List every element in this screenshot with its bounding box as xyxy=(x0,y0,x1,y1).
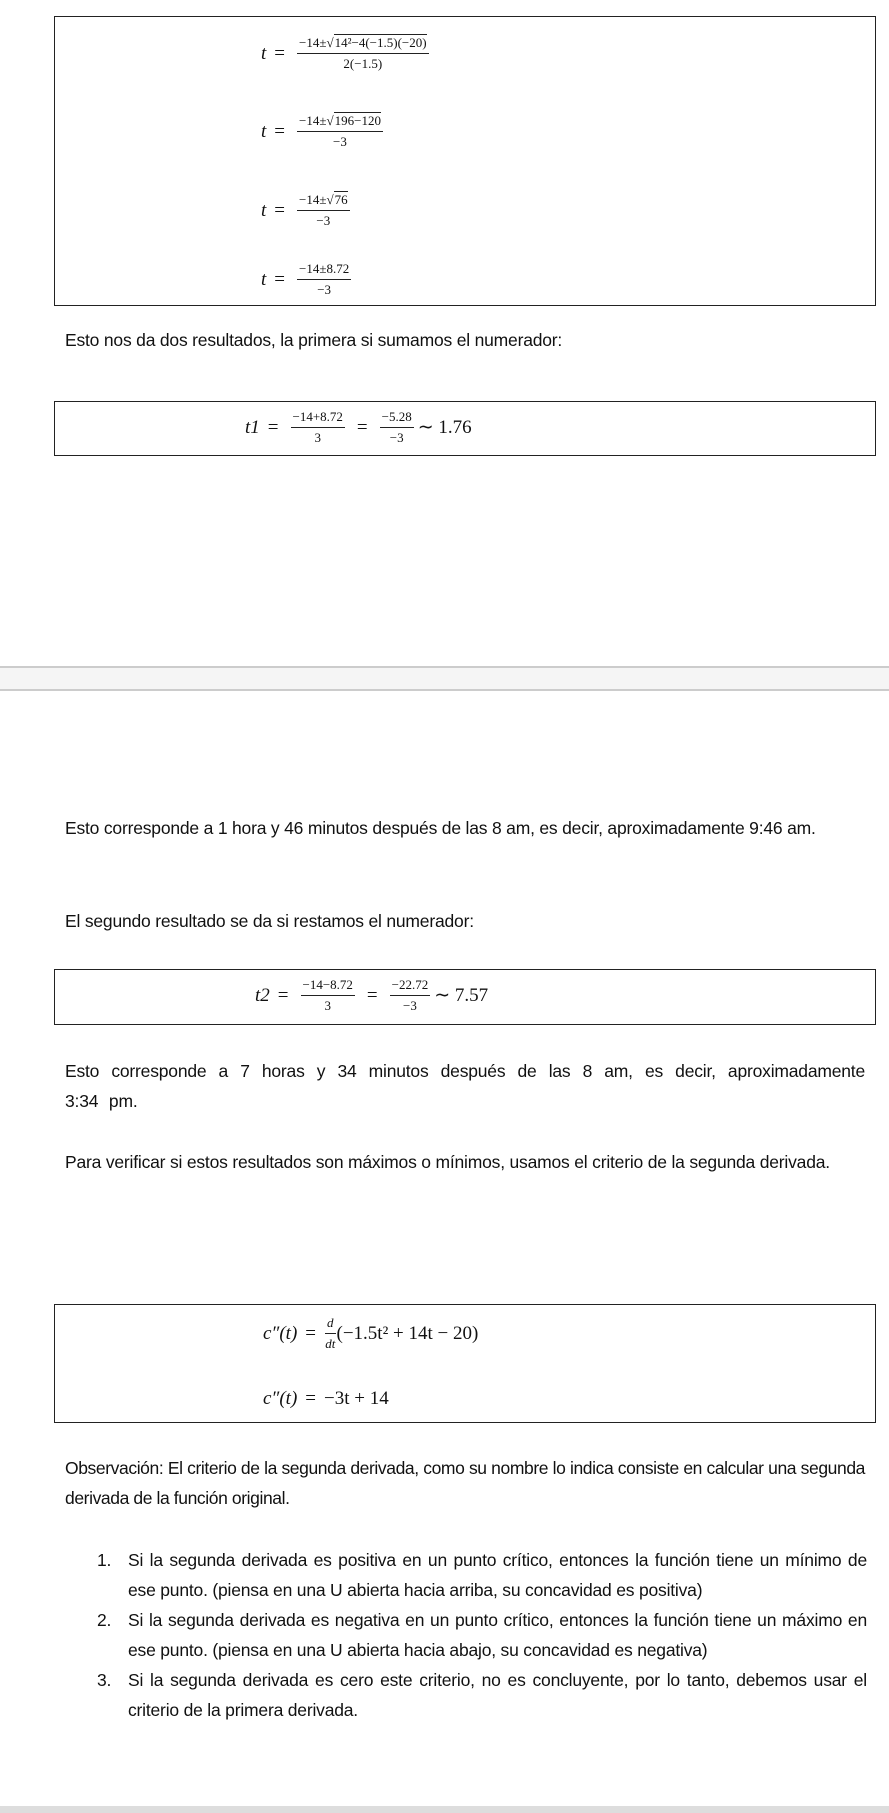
radicand: 196−120 xyxy=(334,113,381,128)
paragraph-verify: Para verificar si estos resultados son máximos o mínimos, usamos el criterio de la segunda derivada. xyxy=(65,1152,830,1172)
list-text: Si la segunda derivada es positiva en un punto crítico, entonces la función tiene un mínimo de ese punto. (piensa en una U abierta hacia arriba, su concavidad es positiva) xyxy=(128,1550,867,1600)
lhs: t xyxy=(261,42,267,64)
paragraph-second-result: El segundo resultado se da si restamos el numerador: xyxy=(65,911,474,931)
lhs: t xyxy=(261,199,267,221)
t2-formula-box xyxy=(54,969,876,1025)
formula-line-4: t = $\frac{-14\pm 8.72}{-3}$ xyxy=(261,261,350,297)
list-item xyxy=(65,1665,867,1725)
criteria-list xyxy=(65,1545,867,1725)
list-text: Si la segunda derivada es negativa en un punto crítico, entonces la función tiene un máximo en ese punto. (piensa en una U abierta hacia abajo, su concavidad es negativa) xyxy=(128,1610,867,1660)
paragraph-t1-time: Esto corresponde a 1 hora y 46 minutos después de las 8 am, es decir, aproximadamente 9:46 am. xyxy=(65,818,816,838)
second-derivative-box xyxy=(54,1304,876,1423)
list-number: 1. xyxy=(97,1550,112,1570)
lhs: c″(t) xyxy=(263,1322,298,1344)
numerator: −14−8.72 xyxy=(301,977,355,996)
denominator: −3 xyxy=(317,282,332,297)
approx-value: ∼ 1.76 xyxy=(417,417,472,438)
numerator: −14+8.72 xyxy=(291,409,345,428)
denominator: 2(−1.5) xyxy=(343,56,383,71)
denominator: 3 xyxy=(314,430,321,445)
approx-value: ∼ 7.57 xyxy=(434,985,489,1006)
list-text: Si la segunda derivada es cero este criterio, no es concluyente, por lo tanto, debemos usar el criterio de la primera derivada. xyxy=(128,1670,867,1720)
page-bottom-edge xyxy=(0,1806,889,1813)
denominator: −3 xyxy=(333,134,347,149)
quadratic-formula-box xyxy=(54,16,876,306)
t2-formula: t2 = $\frac{-14-8.72}{3}$ = $\frac{-22.72}{-3}$ ∼ 7.57 xyxy=(255,977,489,1013)
lhs: t1 xyxy=(245,416,260,438)
page-break xyxy=(0,666,889,691)
lhs: t xyxy=(261,120,267,142)
numerator: −14±√ xyxy=(299,192,334,207)
paragraph-two-results: Esto nos da dos resultados, la primera si sumamos el numerador: xyxy=(65,330,563,350)
d-denominator: dt xyxy=(325,1336,336,1351)
numerator: −22.72 xyxy=(390,977,431,996)
rhs: (−1.5t² + 14t − 20) xyxy=(336,1322,479,1344)
list-number: 2. xyxy=(97,1610,112,1630)
denominator: 3 xyxy=(324,998,331,1013)
paragraph-observation: Observación: El criterio de la segunda derivada, como su nombre lo indica consiste en calcular una segunda derivada de la función original. xyxy=(65,1458,865,1508)
numerator: −14±8.72 xyxy=(297,261,351,280)
numerator: −14±√ xyxy=(299,113,334,128)
list-number: 3. xyxy=(97,1670,112,1690)
formula-line-3: t = $\frac{-14\pm√76}{-3}$ xyxy=(261,192,348,228)
numerator: −5.28 xyxy=(380,409,414,428)
list-item xyxy=(65,1605,867,1665)
t1-formula: t1 = $\frac{-14+8.72}{3}$ = $\frac{-5.28}{-3}$ ∼ 1.76 xyxy=(245,409,472,445)
denominator: −3 xyxy=(389,430,404,445)
rhs: −3t + 14 xyxy=(324,1388,389,1409)
denominator: −3 xyxy=(403,998,417,1013)
d-numerator: d xyxy=(325,1315,336,1334)
formula-line-2: t = $\frac{-14\pm√196-120}{-3}$ xyxy=(261,113,381,149)
list-item xyxy=(65,1545,867,1605)
radicand: 14²−4(−1.5)(−20) xyxy=(334,35,427,50)
radicand: 76 xyxy=(334,192,348,207)
formula-line-1: t = $\frac{\text{−14±√14²−4(−1.5)(−20)}}{2(-1.5)}$ xyxy=(261,35,427,71)
second-derivative-line-1: c″(t) = $\frac{d}{dt}$ (−1.5t² + 14t − 20) xyxy=(263,1315,479,1351)
second-derivative-line-2: c″(t) = −3t + 14 xyxy=(263,1388,389,1409)
t1-formula-box xyxy=(54,401,876,456)
lhs: c″(t) xyxy=(263,1388,298,1409)
paragraph-t2-time: Esto corresponde a 7 horas y 34 minutos después de las 8 am, es decir, aproximadamente 3:34 pm. xyxy=(65,1061,865,1111)
lhs: t2 xyxy=(255,984,270,1006)
numerator: −14±√ xyxy=(299,35,334,50)
denominator: −3 xyxy=(316,213,331,228)
lhs: t xyxy=(261,268,267,290)
